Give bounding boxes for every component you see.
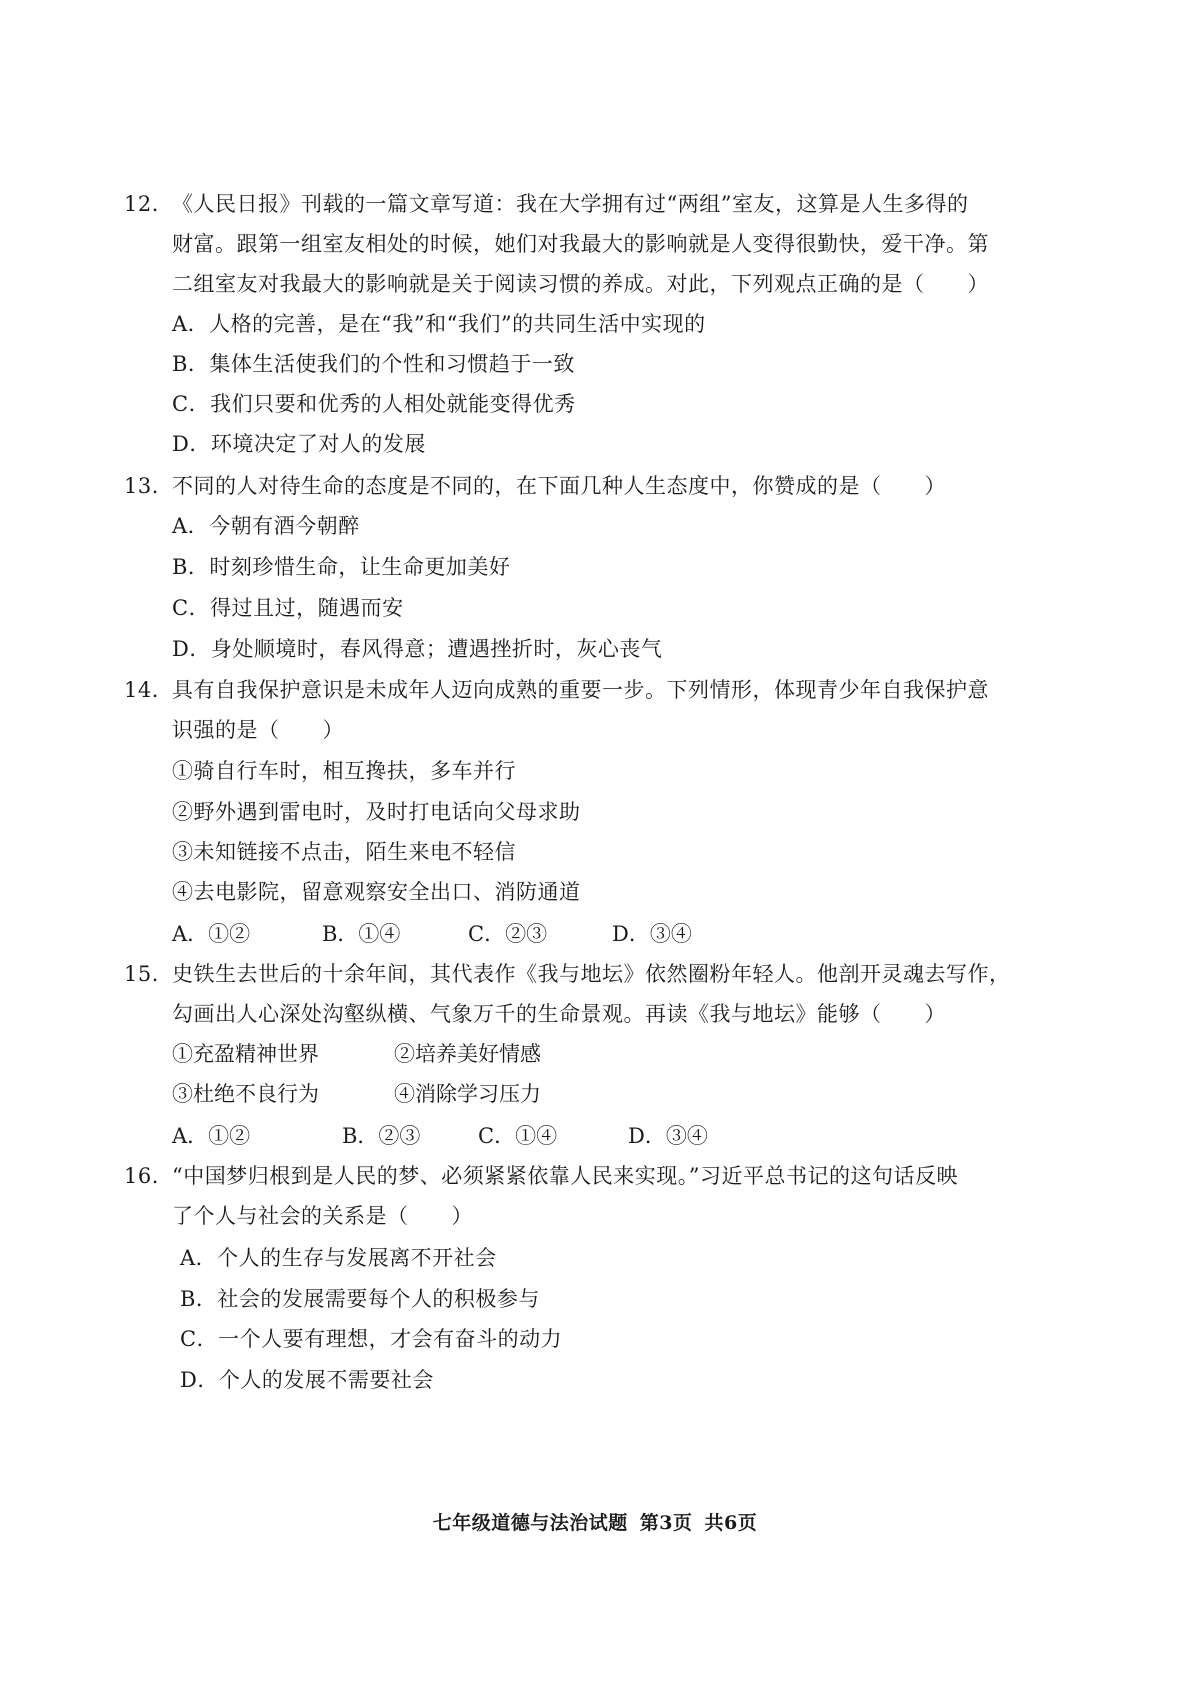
question-13-option-a: A．今朝有酒今朝醉 <box>172 514 360 538</box>
question-stem-text: “中国梦归根到是人民的梦、必须紧紧依靠人民来实现。”习近平总书记的这句话反映 <box>172 1164 958 1188</box>
question-13-line-1 <box>124 472 946 500</box>
question-stem-text: 不同的人对待生命的态度是不同的，在下面几种人生态度中，你赞成的是（ ） <box>172 474 946 498</box>
item-1: ①充盈精神世界 <box>172 1042 319 1066</box>
question-stem-text: 《人民日报》刊载的一篇文章写道：我在大学拥有过“两组”室友，这算是人生多得的 <box>172 192 969 216</box>
question-16-option-d: D．个人的发展不需要社会 <box>180 1368 434 1392</box>
question-14-item-2: ②野外遇到雷电时，及时打电话向父母求助 <box>172 800 581 824</box>
choice-b: B．①④ <box>322 922 401 946</box>
question-12-line-3: 二组室友对我最大的影响就是关于阅读习惯的养成。对此，下列观点正确的是（ ） <box>172 272 989 296</box>
choice-c: C．②③ <box>468 922 548 946</box>
choice-d: D．③④ <box>628 1124 708 1148</box>
question-13-option-b: B．时刻珍惜生命，让生命更加美好 <box>172 555 511 579</box>
item-2: ②培养美好情感 <box>394 1042 541 1066</box>
question-14-item-3: ③未知链接不点击，陌生来电不轻信 <box>172 840 516 864</box>
choice-a: A．①② <box>172 1124 251 1148</box>
question-stem-text: 史铁生去世后的十余年间，其代表作《我与地坛》依然圈粉年轻人。他剖开灵魂去写作， <box>172 962 1011 986</box>
question-14-line-2: 识强的是（ ） <box>172 718 344 742</box>
question-number: 16. <box>124 1164 159 1188</box>
question-15-line-2: 勾画出人心深处沟壑纵横、气象万千的生命景观。再读《我与地坛》能够（ ） <box>172 1002 946 1026</box>
question-number: 12. <box>124 192 159 216</box>
question-12-option-a: A．人格的完善，是在“我”和“我们”的共同生活中实现的 <box>172 312 706 336</box>
footer-subject: 七年级道德与法治试题 <box>432 1512 628 1534</box>
item-4: ④消除学习压力 <box>394 1082 541 1106</box>
question-13-option-c: C．得过且过，随遇而安 <box>172 596 404 620</box>
choice-d: D．③④ <box>612 922 692 946</box>
question-12-option-d: D．环境决定了对人的发展 <box>172 432 426 456</box>
question-13-option-d: D．身处顺境时，春风得意；遭遇挫折时，灰心丧气 <box>172 637 663 661</box>
question-14-line-1 <box>124 676 989 704</box>
question-16-line-2: 了个人与社会的关系是（ ） <box>172 1204 473 1228</box>
footer-page-number: 第3页 <box>639 1512 693 1534</box>
question-14-item-1: ①骑自行车时，相互搀扶，多车并行 <box>172 759 516 783</box>
question-number: 13. <box>124 474 159 498</box>
question-16-option-a: A．个人的生存与发展离不开社会 <box>180 1246 497 1270</box>
question-12-line-1 <box>124 190 968 218</box>
choice-b: B．②③ <box>342 1124 421 1148</box>
question-14-item-4: ④去电影院，留意观察安全出口、消防通道 <box>172 880 581 904</box>
question-12-option-c: C．我们只要和优秀的人相处就能变得优秀 <box>172 392 576 416</box>
question-16-option-c: C．一个人要有理想，才会有奋斗的动力 <box>180 1327 563 1351</box>
question-number: 15. <box>124 962 159 986</box>
question-12-option-b: B．集体生活使我们的个性和习惯趋于一致 <box>172 352 575 376</box>
choice-a: A．①② <box>172 922 251 946</box>
page-footer <box>0 1508 1190 1535</box>
question-12-line-2: 财富。跟第一组室友相处的时候，她们对我最大的影响就是人变得很勤快，爱干净。第 <box>172 232 989 256</box>
question-stem-text: 具有自我保护意识是未成年人迈向成熟的重要一步。下列情形，体现青少年自我保护意 <box>172 678 989 702</box>
choice-c: C．①④ <box>478 1124 558 1148</box>
question-16-line-1 <box>124 1162 958 1190</box>
question-number: 14. <box>124 678 159 702</box>
item-3: ③杜绝不良行为 <box>172 1082 319 1106</box>
footer-total-pages: 共6页 <box>704 1512 758 1534</box>
question-16-option-b: B．社会的发展需要每个人的积极参与 <box>180 1287 540 1311</box>
question-15-line-1 <box>124 960 1011 988</box>
